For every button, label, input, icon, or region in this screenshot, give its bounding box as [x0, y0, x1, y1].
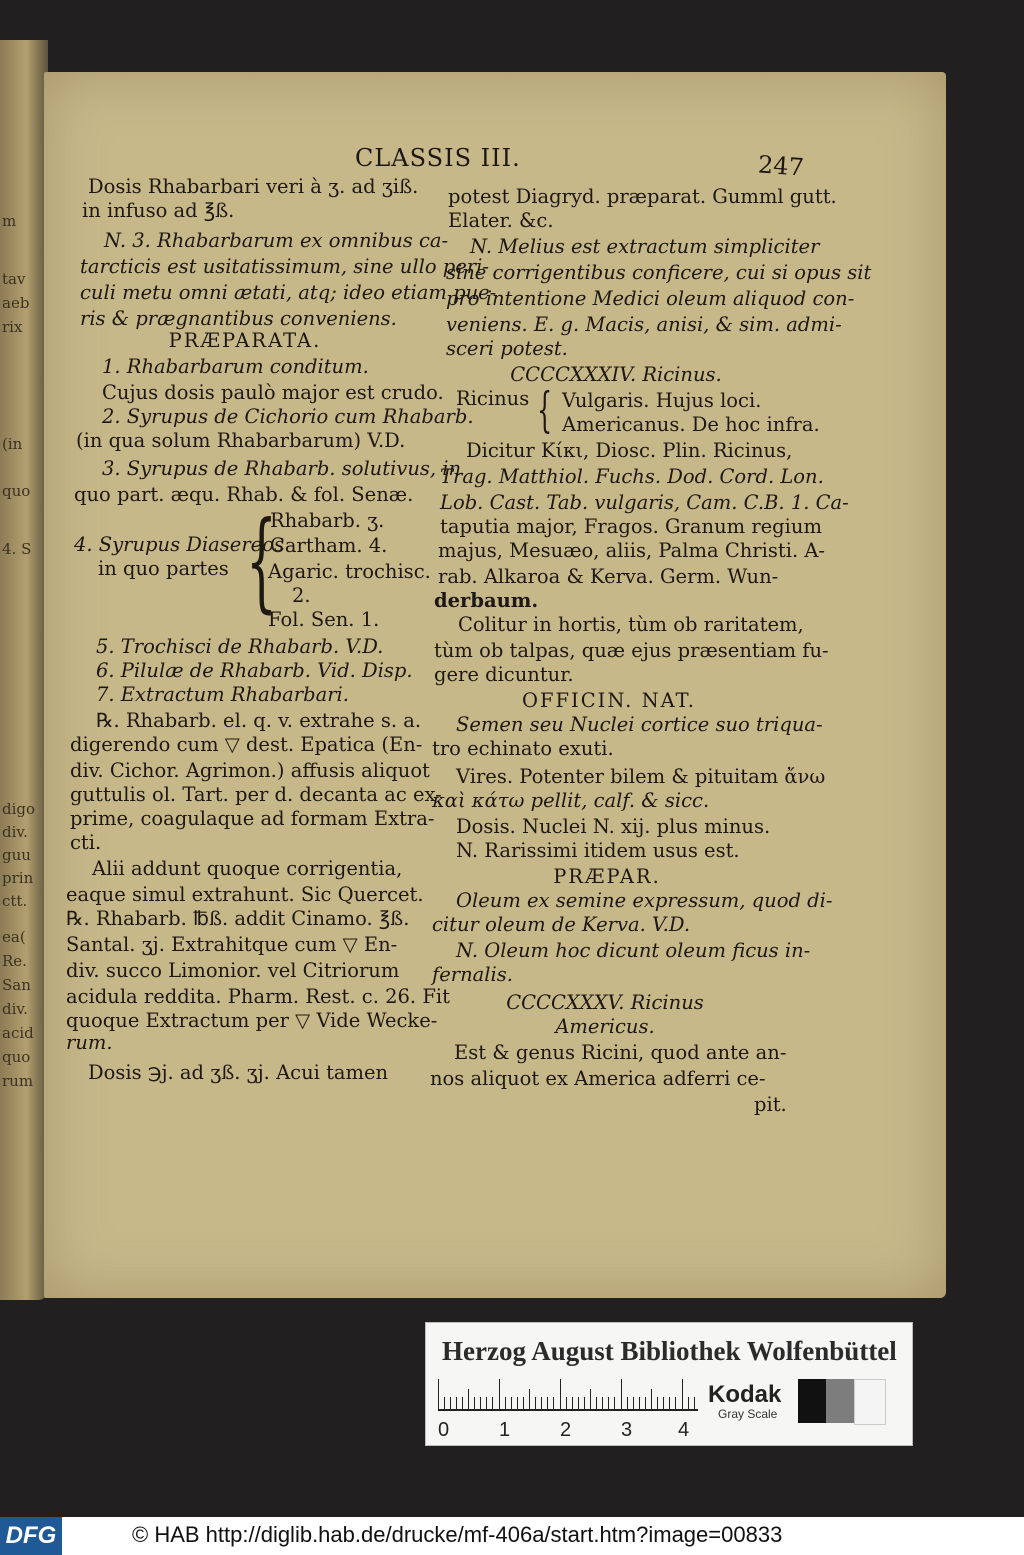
text-line: Colitur in hortis, tùm ob raritatem, — [458, 613, 804, 636]
dfg-logo: DFG — [0, 1517, 62, 1555]
text-line: Dosis Rhabarbari veri à ʒ. ad ʒiß. — [88, 175, 419, 198]
text-line: tro echinato exuti. — [432, 737, 614, 760]
prev-page-fragment: aeb — [2, 294, 30, 312]
prev-page-fragment: digo — [2, 800, 36, 818]
prev-page-fragment: div. — [2, 1000, 28, 1018]
text-line: quoque Extractum per ▽ Vide Wecke- — [66, 1009, 438, 1032]
text-line: Lob. Cast. Tab. vulgaris, Cam. C.B. 1. Ca- — [440, 491, 849, 514]
text-line: (in qua solum Rhabarbarum) V.D. — [76, 429, 406, 452]
text-line: 5. Trochisci de Rhabarb. V.D. — [96, 635, 384, 658]
text-line: ris & prægnantibus conveniens. — [80, 307, 397, 330]
brace-symbol: { — [537, 382, 553, 438]
text-line: cti. — [70, 831, 102, 854]
text-line: sine corrigentibus conficere, cui si opus sit — [446, 261, 872, 284]
text-line: 1. Rhabarbarum conditum. — [102, 355, 369, 378]
text-line: culi metu omni ætati, atq; ideo etiam pue- — [80, 281, 497, 304]
text-line: 4. Syrupus Diasereos — [74, 533, 284, 556]
text-line: Dosis. Nuclei N. xij. plus minus. — [456, 815, 771, 838]
prev-page-fragment: San — [2, 976, 31, 994]
text-line: in quo partes — [98, 557, 229, 580]
gray-swatch-mid — [826, 1379, 854, 1423]
text-line: ℞. Rhabarb. ℔ß. addit Cinamo. ℥ß. — [66, 907, 410, 930]
text-line: N. Rarissimi itidem usus est. — [456, 839, 740, 862]
text-line: Oleum ex semine expressum, quod di- — [456, 889, 833, 912]
text-line: 2. Syrupus de Cichorio cum Rhabarb. — [102, 405, 474, 428]
text-line: potest Diagryd. præparat. Gumml gutt. — [448, 185, 837, 208]
text-line: καὶ κάτω pellit, calf. & sicc. — [432, 789, 710, 812]
ruler-number: 2 — [560, 1419, 572, 1441]
footer-bar — [0, 1517, 1024, 1555]
ruler-number: 1 — [499, 1419, 511, 1441]
ruler-number: 4 — [678, 1419, 690, 1441]
section-heading: PRÆPARATA. — [168, 329, 322, 352]
prev-page-fragment: Re. — [2, 952, 27, 970]
text-line: pit. — [754, 1093, 787, 1116]
text-line: 2. — [292, 584, 311, 607]
text-line: Cujus dosis paulò major est crudo. — [102, 381, 444, 404]
ruler-scale — [438, 1377, 698, 1411]
text-line: quo part. æqu. Rhab. & fol. Senæ. — [74, 483, 414, 506]
prev-page-fragment: m — [2, 212, 17, 230]
text-line: in infuso ad ℥ß. — [82, 199, 235, 222]
section-heading: Americus. — [555, 1015, 655, 1038]
text-line: 3. Syrupus de Rhabarb. solutivus, in — [102, 457, 462, 480]
text-line: N. 3. Rhabarbarum ex omnibus ca- — [104, 229, 449, 252]
text-line: Dosis ℈j. ad ʒß. ʒj. Acui tamen — [88, 1061, 389, 1084]
text-line: Vires. Potenter bilem & pituitam ἄνω — [456, 765, 826, 788]
prev-page-fragment: (in — [2, 435, 23, 453]
prev-page-fragment: quo — [2, 482, 31, 500]
library-title: Herzog August Bibliothek Wolfenbüttel — [442, 1336, 897, 1366]
text-line: digerendo cum ▽ dest. Epatica (En- — [70, 733, 423, 756]
page-header: CLASSIS III. — [355, 144, 521, 172]
text-line: 7. Extractum Rhabarbari. — [96, 683, 349, 706]
text-line: pro intentione Medici oleum aliquod con- — [446, 287, 855, 310]
text-line: gere dicuntur. — [434, 663, 574, 686]
text-line: Elater. &c. — [448, 209, 554, 232]
ruler-number: 3 — [621, 1419, 633, 1441]
prev-page-fragment: acid — [2, 1024, 34, 1042]
text-line: div. succo Limonior. vel Citriorum — [66, 959, 400, 982]
text-line: guttulis ol. Tart. per d. decanta ac ex- — [70, 783, 442, 806]
text-line: div. Cichor. Agrimon.) affusis aliquot — [70, 759, 430, 782]
prev-page-fragment: quo — [2, 1048, 31, 1066]
prev-page-fragment: rix — [2, 318, 23, 336]
text-line: tarcticis est usitatissimum, sine ullo peri- — [80, 255, 489, 278]
section-heading: OFFICIN. NAT. — [521, 689, 696, 712]
text-line: rum. — [66, 1031, 113, 1054]
text-line: Americanus. De hoc infra. — [562, 413, 820, 436]
prev-page-fragment: div. — [2, 823, 28, 841]
text-line: N. Oleum hoc dicunt oleum ficus in- — [456, 939, 811, 962]
text-line: Rhabarb. ʒ. — [270, 509, 385, 532]
text-line: Trag. Matthiol. Fuchs. Dod. Cord. Lon. — [440, 465, 824, 488]
text-line: Santal. ʒj. Extrahitque cum ▽ En- — [66, 933, 398, 956]
text-line: citur oleum de Kerva. V.D. — [432, 913, 691, 936]
ruler-number: 0 — [438, 1419, 450, 1441]
prev-page-fragment: ea( — [2, 928, 26, 946]
text-line: tùm ob talpas, quæ ejus præsentiam fu- — [434, 639, 829, 662]
text-line: veniens. E. g. Macis, anisi, & sim. admi- — [446, 313, 842, 336]
section-heading: CCCCXXXV. Ricinus — [506, 991, 704, 1014]
text-line: Semen seu Nuclei cortice suo triqua- — [456, 713, 823, 736]
text-line: Alii addunt quoque corrigentia, — [92, 857, 403, 880]
kodak-logo: Kodak — [708, 1381, 782, 1408]
section-heading: PRÆPAR. — [553, 865, 661, 888]
prev-page-fragment: ctt. — [2, 892, 28, 910]
text-line: 6. Pilulæ de Rhabarb. Vid. Disp. — [96, 659, 413, 682]
gray-swatch-white — [854, 1379, 886, 1425]
text-line: rab. Alkaroa & Kerva. Germ. Wun- — [438, 565, 779, 588]
text-line: derbaum. — [434, 589, 539, 612]
page-number: 247 — [757, 150, 805, 182]
color-scale-card — [425, 1322, 913, 1446]
section-heading: CCCCXXXIV. Ricinus. — [510, 363, 722, 386]
prev-page-fragment: 4. S — [2, 540, 32, 558]
text-line: N. Melius est extractum simpliciter — [470, 235, 820, 258]
text-line: Dicitur Κίκι, Diosc. Plin. Ricinus, — [466, 439, 793, 462]
text-line: Ricinus — [456, 387, 530, 410]
prev-page-fragment: tav — [2, 270, 26, 288]
text-line: taputia major, Fragos. Granum regium — [440, 515, 822, 538]
prev-page-fragment: prin — [2, 869, 34, 887]
prev-page-fragment: rum — [2, 1072, 34, 1090]
copyright-link[interactable]: © HAB http://diglib.hab.de/drucke/mf-406a/start.htm?image=00833 — [132, 1522, 783, 1547]
text-line: ℞. Rhabarb. el. q. v. extrahe s. a. — [96, 709, 422, 732]
text-line: Agaric. trochisc. — [268, 560, 431, 583]
gray-swatch-black — [798, 1379, 826, 1423]
text-line: sceri potest. — [446, 337, 568, 360]
text-line: eaque simul extrahunt. Sic Quercet. — [66, 883, 424, 906]
text-line: majus, Mesuæo, aliis, Palma Christi. A- — [438, 539, 826, 562]
text-line: nos aliquot ex America adferri ce- — [430, 1067, 766, 1090]
text-line: acidula reddita. Pharm. Rest. c. 26. Fit — [66, 985, 450, 1008]
text-line: Cartham. 4. — [270, 534, 388, 557]
text-line: Vulgaris. Hujus loci. — [562, 389, 762, 412]
text-line: Fol. Sen. 1. — [268, 608, 380, 631]
text-line: prime, coagulaque ad formam Extra- — [70, 807, 435, 830]
gray-scale-label: Gray Scale — [718, 1407, 778, 1421]
text-line: Est & genus Ricini, quod ante an- — [454, 1041, 787, 1064]
brace-symbol: { — [246, 499, 277, 624]
prev-page-fragment: guu — [2, 846, 31, 864]
text-line: fernalis. — [432, 963, 513, 986]
